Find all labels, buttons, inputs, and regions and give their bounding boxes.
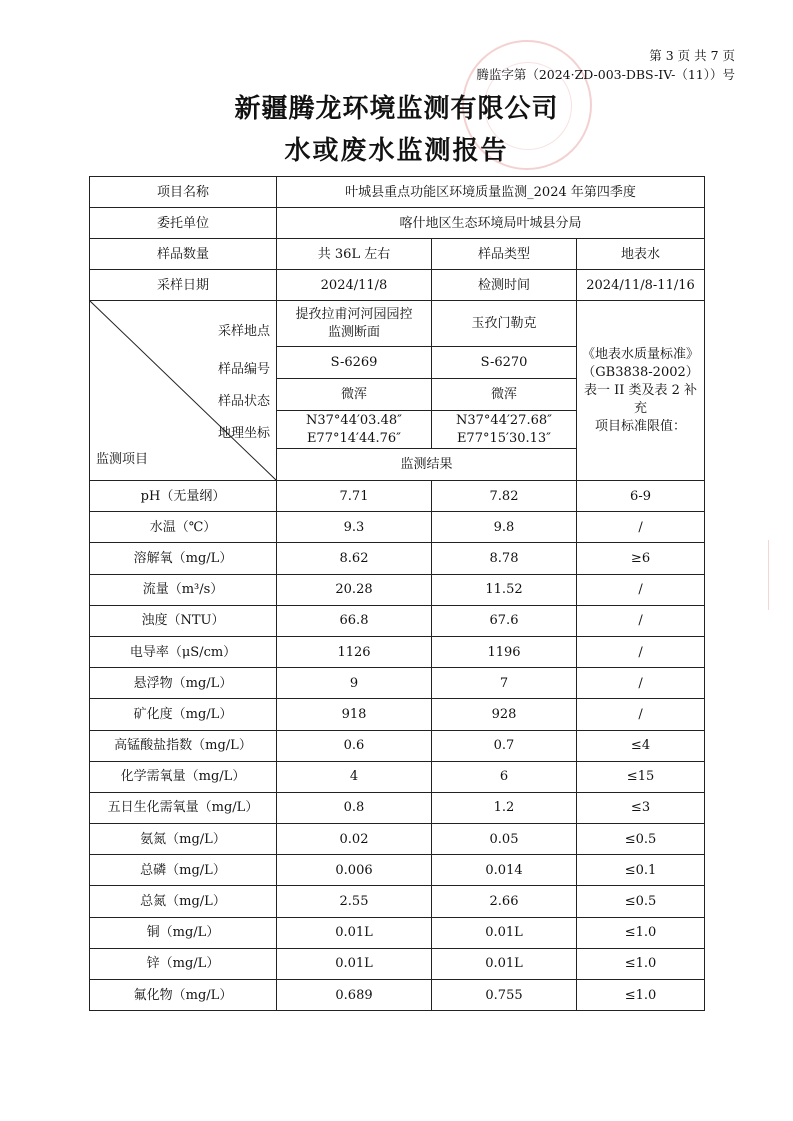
value-2-cell: 928 [432,699,577,730]
value-2-cell: 7 [432,668,577,699]
standard-limit-cell: / [577,574,705,605]
table-row [90,636,705,667]
project-row [90,177,705,208]
standard-line2: （GB3838-2002） [582,364,699,380]
type-value: 地表水 [577,239,705,270]
monitoring-table [89,176,705,1011]
lat-2: N37°44′27.68″ [456,412,552,428]
value-1-cell: 0.689 [277,980,432,1011]
value-2-cell: 2.66 [432,886,577,917]
table-row [90,481,705,512]
standard-limit-cell: ≤1.0 [577,917,705,948]
date-label: 采样日期 [90,270,277,301]
diag-code-label: 样品编号 [218,362,271,377]
value-1-cell: 0.8 [277,792,432,823]
diag-item-label: 监测项目 [96,452,149,467]
value-1-cell: 0.006 [277,855,432,886]
table-row [90,948,705,979]
standard-limit-cell: / [577,605,705,636]
value-2-cell: 0.01L [432,917,577,948]
item-cell: 氨氮（mg/L） [90,824,277,855]
edge-seal-fragment [768,540,793,610]
coords-2 [432,411,577,449]
coords-1 [277,411,432,449]
client-value: 喀什地区生态环境局叶城县分局 [277,208,705,239]
item-cell: 总氮（mg/L） [90,886,277,917]
state-2: 微浑 [432,379,577,411]
item-cell: 高锰酸盐指数（mg/L） [90,730,277,761]
value-1-cell: 1126 [277,636,432,667]
value-1-cell: 20.28 [277,574,432,605]
value-1-cell: 0.01L [277,917,432,948]
table-row [90,761,705,792]
table-row [90,855,705,886]
site-1-line1: 提孜拉甫河河园园控 [295,306,413,322]
value-1-cell: 9.3 [277,512,432,543]
value-1-cell: 9 [277,668,432,699]
item-cell: 溶解氧（mg/L） [90,543,277,574]
value-1-cell: 66.8 [277,605,432,636]
standard-line1: 《地表水质量标准》 [582,346,700,362]
standard-line4: 项目标准限值： [595,418,687,434]
standard-limit-cell: 6-9 [577,481,705,512]
test-value: 2024/11/8-11/16 [577,270,705,301]
item-cell: 五日生化需氧量（mg/L） [90,792,277,823]
quantity-row [90,239,705,270]
standard-limit-cell: ≤1.0 [577,948,705,979]
value-1-cell: 0.01L [277,948,432,979]
item-cell: 电导率（μS/cm） [90,636,277,667]
value-1-cell: 2.55 [277,886,432,917]
table-row [90,980,705,1011]
diag-state-label: 样品状态 [218,394,271,409]
state-1: 微浑 [277,379,432,411]
results-label: 监测结果 [277,449,577,481]
table-row [90,824,705,855]
item-cell: 水温（℃） [90,512,277,543]
standard-limit-cell: ≤0.5 [577,886,705,917]
date-row [90,270,705,301]
value-2-cell: 1196 [432,636,577,667]
standard-limit-cell: ≤0.1 [577,855,705,886]
standard-limit-cell: ≤0.5 [577,824,705,855]
item-cell: pH（无量纲） [90,481,277,512]
value-2-cell: 0.05 [432,824,577,855]
standard-limit-cell: ≤4 [577,730,705,761]
table-row [90,668,705,699]
site-row [90,301,705,347]
client-label: 委托单位 [90,208,277,239]
standard-line3: 表一 II 类及表 2 补充 [583,382,698,416]
standard-limit-cell: ≤15 [577,761,705,792]
date-value: 2024/11/8 [277,270,432,301]
table-row [90,699,705,730]
site-1 [277,301,432,347]
value-2-cell: 67.6 [432,605,577,636]
item-cell: 总磷（mg/L） [90,855,277,886]
value-2-cell: 11.52 [432,574,577,605]
value-2-cell: 9.8 [432,512,577,543]
value-2-cell: 8.78 [432,543,577,574]
diagonal-header-cell [90,301,277,481]
item-cell: 浊度（NTU） [90,605,277,636]
diag-site-label: 采样地点 [218,324,271,339]
item-cell: 化学需氧量（mg/L） [90,761,277,792]
project-value: 叶城县重点功能区环境质量监测_2024 年第四季度 [277,177,705,208]
value-2-cell: 0.7 [432,730,577,761]
value-1-cell: 0.02 [277,824,432,855]
value-2-cell: 0.01L [432,948,577,979]
company-title: 新疆腾龙环境监测有限公司 [234,94,559,124]
value-2-cell: 0.755 [432,980,577,1011]
standard-limit-cell: ≥6 [577,543,705,574]
qty-label: 样品数量 [90,239,277,270]
value-2-cell: 1.2 [432,792,577,823]
value-2-cell: 0.014 [432,855,577,886]
standard-limit-cell: ≤1.0 [577,980,705,1011]
standard-limit-cell: / [577,512,705,543]
standard-cell [577,301,705,481]
page-info: 第 3 页 共 7 页 [649,48,735,63]
item-cell: 氟化物（mg/L） [90,980,277,1011]
value-2-cell: 6 [432,761,577,792]
table-row [90,512,705,543]
item-cell: 铜（mg/L） [90,917,277,948]
table-row [90,605,705,636]
lat-1: N37°44′03.48″ [306,412,402,428]
standard-limit-cell: / [577,699,705,730]
diag-coords-label: 地理坐标 [218,426,271,441]
table-row [90,574,705,605]
standard-limit-cell: / [577,636,705,667]
qty-value: 共 36L 左右 [277,239,432,270]
item-cell: 流量（m³/s） [90,574,277,605]
table-row [90,543,705,574]
site-1-line2: 监测断面 [327,324,380,340]
page-header [476,46,735,84]
value-1-cell: 7.71 [277,481,432,512]
type-label: 样品类型 [432,239,577,270]
code-2: S-6270 [432,347,577,379]
value-2-cell: 7.82 [432,481,577,512]
lon-2: E77°15′30.13″ [456,430,552,446]
item-cell: 锌（mg/L） [90,948,277,979]
table-row [90,730,705,761]
lon-1: E77°14′44.76″ [306,430,402,446]
report-number: 腾监字第（2024·ZD-003-DBS-IV-（11））号 [476,67,735,82]
item-cell: 矿化度（mg/L） [90,699,277,730]
value-1-cell: 4 [277,761,432,792]
standard-limit-cell: / [577,668,705,699]
table-row [90,917,705,948]
report-title: 水或废水监测报告 [284,136,509,166]
item-cell: 悬浮物（mg/L） [90,668,277,699]
project-label: 项目名称 [90,177,277,208]
client-row [90,208,705,239]
standard-limit-cell: ≤3 [577,792,705,823]
value-1-cell: 918 [277,699,432,730]
value-1-cell: 8.62 [277,543,432,574]
test-label: 检测时间 [432,270,577,301]
site-2: 玉孜门勒克 [432,301,577,347]
code-1: S-6269 [277,347,432,379]
table-row [90,886,705,917]
value-1-cell: 0.6 [277,730,432,761]
table-row [90,792,705,823]
